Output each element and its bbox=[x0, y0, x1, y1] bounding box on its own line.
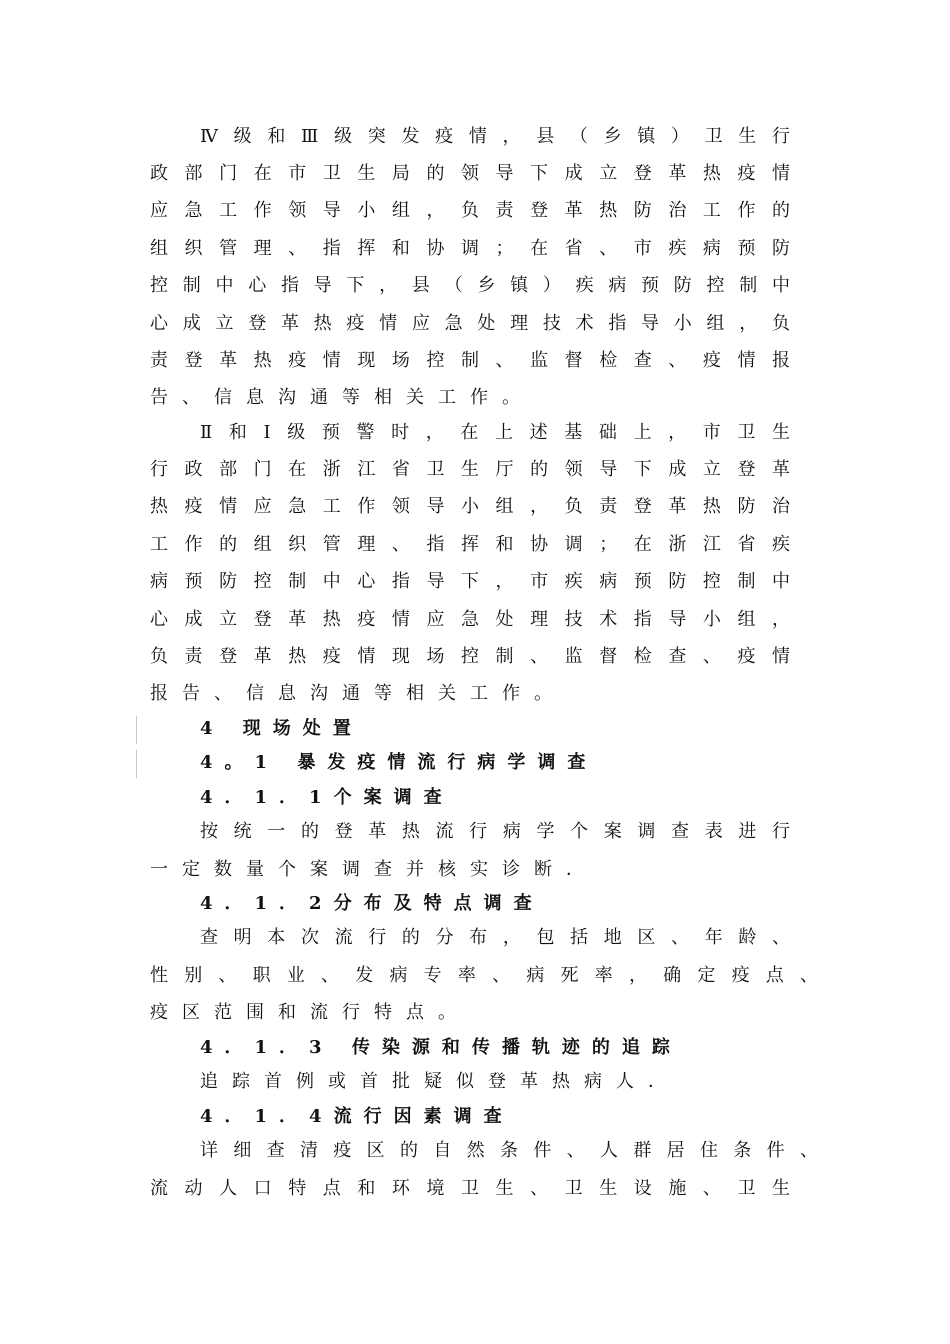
paragraph-line: 性别、职业、发病专率、病死率，确定疫点、 bbox=[150, 965, 818, 986]
paragraph-line: 控制中心指导下，县（乡镇）疾病预防控制中 bbox=[150, 275, 790, 296]
paragraph-line: Ⅳ级和Ⅲ级突发疫情，县（乡镇）卫生行 bbox=[200, 126, 790, 147]
margin-change-bar bbox=[136, 750, 137, 778]
paragraph-line: 疫区范围和流行特点。 bbox=[150, 1002, 470, 1023]
section-heading: 4．1．1个案调查 bbox=[200, 787, 454, 808]
paragraph-line: 行政部门在浙江省卫生厅的领导下成立登革 bbox=[150, 459, 790, 480]
paragraph-line: 一定数量个案调查并核实诊断． bbox=[150, 859, 598, 880]
paragraph-line: 工作的组织管理、指挥和协调；在浙江省疾 bbox=[150, 534, 790, 555]
section-heading: 4。1 暴发疫情流行病学调查 bbox=[200, 752, 598, 773]
paragraph-line: 病预防控制中心指导下，市疾病预防控制中 bbox=[150, 571, 790, 592]
paragraph-line: 组织管理、指挥和协调；在省、市疾病预防 bbox=[150, 238, 790, 259]
paragraph-line: 查明本次流行的分布，包括地区、年龄、 bbox=[200, 927, 790, 948]
paragraph-line: 心成立登革热疫情应急处理技术指导小组，负 bbox=[150, 313, 790, 334]
paragraph-line: 负责登革热疫情现场控制、监督检查、疫情 bbox=[150, 646, 790, 667]
paragraph-line: 热疫情应急工作领导小组，负责登革热防治 bbox=[150, 496, 790, 517]
paragraph-line: 追踪首例或首批疑似登革热病人． bbox=[200, 1071, 680, 1092]
section-heading: 4．1．3 传染源和传播轨迹的追踪 bbox=[200, 1037, 682, 1058]
paragraph-line: 报告、信息沟通等相关工作。 bbox=[150, 683, 566, 704]
margin-change-bar bbox=[136, 716, 137, 744]
paragraph-line: 流动人口特点和环境卫生、卫生设施、卫生 bbox=[150, 1178, 790, 1199]
section-heading: 4．1．2分布及特点调查 bbox=[200, 893, 544, 914]
paragraph-line: 告、信息沟通等相关工作。 bbox=[150, 387, 534, 408]
paragraph-line: 责登革热疫情现场控制、监督检查、疫情报 bbox=[150, 350, 790, 371]
section-heading: 4．1．4流行因素调查 bbox=[200, 1106, 514, 1127]
paragraph-line: 应急工作领导小组，负责登革热防治工作的 bbox=[150, 200, 790, 221]
paragraph-line: 按统一的登革热流行病学个案调查表进行 bbox=[200, 821, 790, 842]
paragraph-line: 详细查清疫区的自然条件、人群居住条件、 bbox=[200, 1140, 818, 1161]
paragraph-line: Ⅱ和Ⅰ级预警时，在上述基础上，市卫生 bbox=[200, 422, 790, 443]
paragraph-line: 政部门在市卫生局的领导下成立登革热疫情 bbox=[150, 163, 790, 184]
section-heading: 4 现场处置 bbox=[200, 718, 363, 739]
paragraph-line: 心成立登革热疫情应急处理技术指导小组， bbox=[150, 609, 790, 630]
